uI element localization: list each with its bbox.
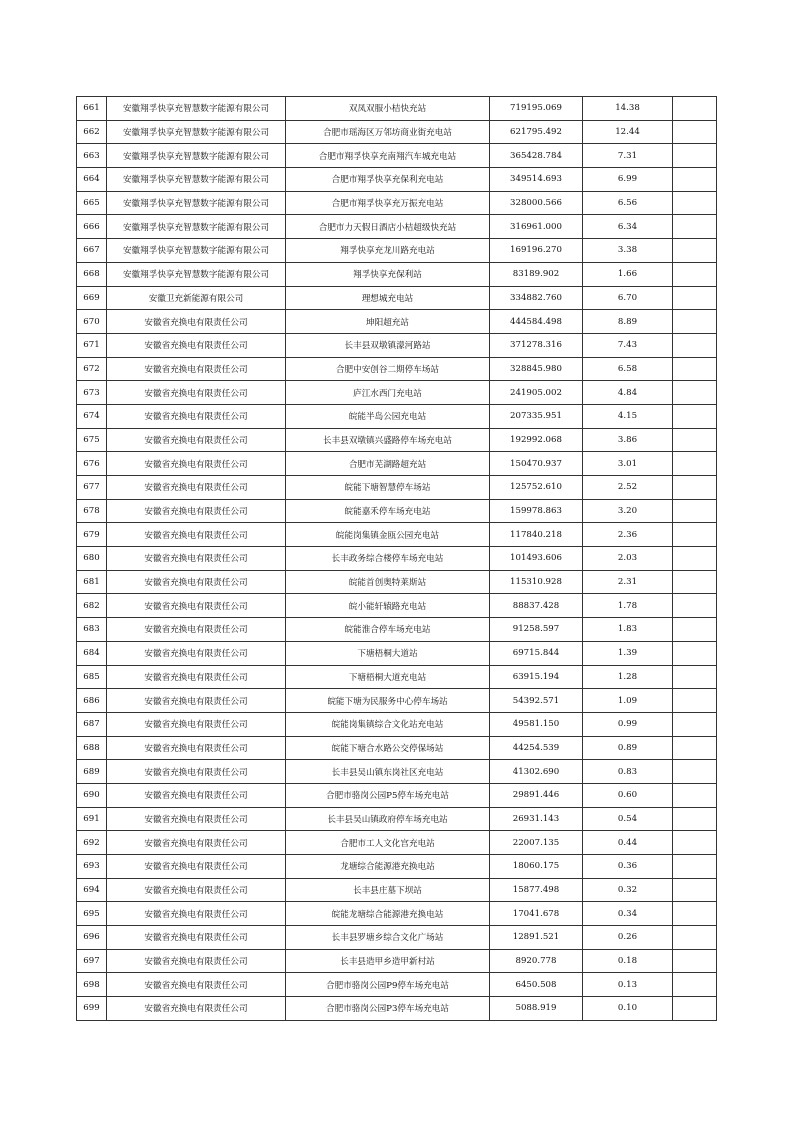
energy-cell: 54392.571: [490, 689, 583, 713]
station-table: [76, 96, 717, 1021]
note-cell: [673, 144, 717, 168]
energy-cell: 334882.760: [490, 286, 583, 310]
table-row: [77, 973, 717, 997]
station-cell: 合肥市骆岗公园P5停车场充电站: [286, 783, 490, 807]
energy-cell: 12891.521: [490, 926, 583, 950]
table-row: [77, 547, 717, 571]
station-cell: 皖能龙塘综合能源港充换电站: [286, 902, 490, 926]
energy-cell: 328845.980: [490, 357, 583, 381]
table-row: [77, 310, 717, 334]
station-cell: 龙塘综合能源港充换电站: [286, 855, 490, 879]
energy-cell: 69715.844: [490, 641, 583, 665]
row-number: 692: [77, 831, 107, 855]
station-cell: 理想城充电站: [286, 286, 490, 310]
station-cell: 下塘梧桐大道充电站: [286, 665, 490, 689]
company-cell: 安徽省充换电有限责任公司: [107, 855, 286, 879]
energy-cell: 101493.606: [490, 547, 583, 571]
table-row: [77, 641, 717, 665]
note-cell: [673, 262, 717, 286]
station-cell: 皖能半岛公园充电站: [286, 404, 490, 428]
row-number: 672: [77, 357, 107, 381]
energy-cell: 241905.002: [490, 381, 583, 405]
note-cell: [673, 120, 717, 144]
row-number: 699: [77, 997, 107, 1021]
energy-cell: 125752.610: [490, 476, 583, 500]
note-cell: [673, 333, 717, 357]
station-cell: 长丰县罗塘乡综合文化广场站: [286, 926, 490, 950]
station-cell: 长丰县庄墓下坝站: [286, 878, 490, 902]
row-number: 682: [77, 594, 107, 618]
table-row: [77, 712, 717, 736]
station-cell: 合肥市瑶海区万邻坊商业街充电站: [286, 120, 490, 144]
row-number: 688: [77, 736, 107, 760]
value-cell: 3.01: [583, 452, 673, 476]
value-cell: 0.99: [583, 712, 673, 736]
energy-cell: 6450.508: [490, 973, 583, 997]
energy-cell: 169196.270: [490, 239, 583, 263]
station-cell: 长丰县造甲乡造甲新村站: [286, 949, 490, 973]
company-cell: 安徽省充换电有限责任公司: [107, 760, 286, 784]
value-cell: 0.89: [583, 736, 673, 760]
value-cell: 1.78: [583, 594, 673, 618]
value-cell: 4.84: [583, 381, 673, 405]
table-row: [77, 476, 717, 500]
table-row: [77, 570, 717, 594]
station-cell: 合肥中安创谷二期停车场站: [286, 357, 490, 381]
company-cell: 安徽翔孚快享充智慧数字能源有限公司: [107, 239, 286, 263]
energy-cell: 207335.951: [490, 404, 583, 428]
table-row: [77, 97, 717, 121]
company-cell: 安徽省充换电有限责任公司: [107, 878, 286, 902]
row-number: 683: [77, 618, 107, 642]
table-row: [77, 831, 717, 855]
company-cell: 安徽省充换电有限责任公司: [107, 570, 286, 594]
station-cell: 下塘梧桐大道站: [286, 641, 490, 665]
company-cell: 安徽翔孚快享充智慧数字能源有限公司: [107, 191, 286, 215]
table-row: [77, 452, 717, 476]
energy-cell: 719195.069: [490, 97, 583, 121]
table-row: [77, 689, 717, 713]
row-number: 696: [77, 926, 107, 950]
note-cell: [673, 239, 717, 263]
note-cell: [673, 926, 717, 950]
note-cell: [673, 215, 717, 239]
note-cell: [673, 973, 717, 997]
row-number: 685: [77, 665, 107, 689]
company-cell: 安徽省充换电有限责任公司: [107, 333, 286, 357]
table-row: [77, 949, 717, 973]
note-cell: [673, 476, 717, 500]
company-cell: 安徽翔孚快享充智慧数字能源有限公司: [107, 144, 286, 168]
table-row: [77, 144, 717, 168]
station-cell: 皖能下塘为民服务中心停车场站: [286, 689, 490, 713]
note-cell: [673, 357, 717, 381]
table-row: [77, 807, 717, 831]
station-cell: 皖能岗集镇金瓯公园充电站: [286, 523, 490, 547]
station-cell: 皖能淮合停车场充电站: [286, 618, 490, 642]
value-cell: 7.31: [583, 144, 673, 168]
station-cell: 皖能下塘合水路公交停保场站: [286, 736, 490, 760]
row-number: 661: [77, 97, 107, 121]
company-cell: 安徽省充换电有限责任公司: [107, 476, 286, 500]
row-number: 687: [77, 712, 107, 736]
row-number: 673: [77, 381, 107, 405]
row-number: 674: [77, 404, 107, 428]
table-row: [77, 357, 717, 381]
company-cell: 安徽省充换电有限责任公司: [107, 831, 286, 855]
note-cell: [673, 689, 717, 713]
value-cell: 3.20: [583, 499, 673, 523]
company-cell: 安徽省充换电有限责任公司: [107, 618, 286, 642]
value-cell: 3.38: [583, 239, 673, 263]
note-cell: [673, 831, 717, 855]
row-number: 663: [77, 144, 107, 168]
value-cell: 0.60: [583, 783, 673, 807]
company-cell: 安徽省充换电有限责任公司: [107, 499, 286, 523]
value-cell: 8.89: [583, 310, 673, 334]
note-cell: [673, 760, 717, 784]
value-cell: 0.26: [583, 926, 673, 950]
station-cell: 皖能首创奥特莱斯站: [286, 570, 490, 594]
station-cell: 长丰县双墩镇兴盛路停车场充电站: [286, 428, 490, 452]
energy-cell: 88837.428: [490, 594, 583, 618]
table-row: [77, 381, 717, 405]
note-cell: [673, 499, 717, 523]
row-number: 664: [77, 168, 107, 192]
station-cell: 合肥市翔孚快享充万振充电站: [286, 191, 490, 215]
table-row: [77, 902, 717, 926]
station-cell: 合肥市骆岗公园P9停车场充电站: [286, 973, 490, 997]
station-cell: 合肥市翔孚快享充南翔汽车城充电站: [286, 144, 490, 168]
company-cell: 安徽省充换电有限责任公司: [107, 428, 286, 452]
note-cell: [673, 641, 717, 665]
company-cell: 安徽省充换电有限责任公司: [107, 452, 286, 476]
note-cell: [673, 547, 717, 571]
energy-cell: 15877.498: [490, 878, 583, 902]
note-cell: [673, 902, 717, 926]
row-number: 675: [77, 428, 107, 452]
note-cell: [673, 878, 717, 902]
note-cell: [673, 191, 717, 215]
energy-cell: 150470.937: [490, 452, 583, 476]
value-cell: 0.54: [583, 807, 673, 831]
station-cell: 皖能岗集镇综合文化站充电站: [286, 712, 490, 736]
energy-cell: 371278.316: [490, 333, 583, 357]
value-cell: 14.38: [583, 97, 673, 121]
energy-cell: 63915.194: [490, 665, 583, 689]
table-row: [77, 404, 717, 428]
value-cell: 2.31: [583, 570, 673, 594]
station-cell: 合肥市芜湖路超充站: [286, 452, 490, 476]
station-cell: 皖小能轩辕路充电站: [286, 594, 490, 618]
company-cell: 安徽省充换电有限责任公司: [107, 926, 286, 950]
row-number: 662: [77, 120, 107, 144]
company-cell: 安徽翔孚快享充智慧数字能源有限公司: [107, 215, 286, 239]
station-cell: 长丰县吴山镇东岗社区充电站: [286, 760, 490, 784]
note-cell: [673, 712, 717, 736]
table-row: [77, 665, 717, 689]
table-row: [77, 878, 717, 902]
company-cell: 安徽省充换电有限责任公司: [107, 381, 286, 405]
table-row: [77, 191, 717, 215]
value-cell: 2.03: [583, 547, 673, 571]
station-cell: 庐江水西门充电站: [286, 381, 490, 405]
table-row: [77, 333, 717, 357]
row-number: 676: [77, 452, 107, 476]
note-cell: [673, 807, 717, 831]
company-cell: 安徽翔孚快享充智慧数字能源有限公司: [107, 262, 286, 286]
table-row: [77, 926, 717, 950]
value-cell: 6.99: [583, 168, 673, 192]
station-cell: 合肥市翔孚快享充保利充电站: [286, 168, 490, 192]
energy-cell: 117840.218: [490, 523, 583, 547]
note-cell: [673, 570, 717, 594]
company-cell: 安徽省充换电有限责任公司: [107, 594, 286, 618]
company-cell: 安徽省充换电有限责任公司: [107, 997, 286, 1021]
company-cell: 安徽翔孚快享充智慧数字能源有限公司: [107, 97, 286, 121]
table-row: [77, 523, 717, 547]
note-cell: [673, 736, 717, 760]
station-cell: 翔孚快享充保利站: [286, 262, 490, 286]
company-cell: 安徽翔孚快享充智慧数字能源有限公司: [107, 120, 286, 144]
row-number: 694: [77, 878, 107, 902]
value-cell: 0.18: [583, 949, 673, 973]
company-cell: 安徽省充换电有限责任公司: [107, 949, 286, 973]
table-row: [77, 262, 717, 286]
energy-cell: 91258.597: [490, 618, 583, 642]
energy-cell: 41302.690: [490, 760, 583, 784]
energy-cell: 115310.928: [490, 570, 583, 594]
value-cell: 0.36: [583, 855, 673, 879]
table-row: [77, 855, 717, 879]
value-cell: 1.09: [583, 689, 673, 713]
energy-cell: 328000.566: [490, 191, 583, 215]
note-cell: [673, 665, 717, 689]
energy-cell: 349514.693: [490, 168, 583, 192]
station-cell: 翔孚快享充龙川路充电站: [286, 239, 490, 263]
station-cell: 皖能嘉禾停车场充电站: [286, 499, 490, 523]
company-cell: 安徽省充换电有限责任公司: [107, 357, 286, 381]
energy-cell: 316961.000: [490, 215, 583, 239]
table-row: [77, 215, 717, 239]
company-cell: 安徽省充换电有限责任公司: [107, 310, 286, 334]
company-cell: 安徽省充换电有限责任公司: [107, 641, 286, 665]
company-cell: 安徽省充换电有限责任公司: [107, 404, 286, 428]
value-cell: 2.52: [583, 476, 673, 500]
station-cell: 双凤双服小桔快充站: [286, 97, 490, 121]
note-cell: [673, 97, 717, 121]
table-row: [77, 168, 717, 192]
value-cell: 0.13: [583, 973, 673, 997]
note-cell: [673, 404, 717, 428]
table-row: [77, 736, 717, 760]
note-cell: [673, 310, 717, 334]
note-cell: [673, 381, 717, 405]
row-number: 697: [77, 949, 107, 973]
energy-cell: 22007.135: [490, 831, 583, 855]
energy-cell: 621795.492: [490, 120, 583, 144]
value-cell: 1.83: [583, 618, 673, 642]
company-cell: 安徽省充换电有限责任公司: [107, 689, 286, 713]
value-cell: 6.56: [583, 191, 673, 215]
row-number: 684: [77, 641, 107, 665]
company-cell: 安徽省充换电有限责任公司: [107, 807, 286, 831]
note-cell: [673, 452, 717, 476]
energy-cell: 365428.784: [490, 144, 583, 168]
table-row: [77, 428, 717, 452]
row-number: 677: [77, 476, 107, 500]
table-row: [77, 618, 717, 642]
energy-cell: 5088.919: [490, 997, 583, 1021]
energy-cell: 159978.863: [490, 499, 583, 523]
energy-cell: 44254.539: [490, 736, 583, 760]
value-cell: 0.83: [583, 760, 673, 784]
row-number: 689: [77, 760, 107, 784]
station-cell: 长丰政务综合楼停车场充电站: [286, 547, 490, 571]
energy-cell: 17041.678: [490, 902, 583, 926]
table-row: [77, 760, 717, 784]
station-cell: 长丰县吴山镇政府停车场充电站: [286, 807, 490, 831]
value-cell: 0.34: [583, 902, 673, 926]
company-cell: 安徽翔孚快享充智慧数字能源有限公司: [107, 168, 286, 192]
energy-cell: 26931.143: [490, 807, 583, 831]
company-cell: 安徽省充换电有限责任公司: [107, 783, 286, 807]
table-row: [77, 997, 717, 1021]
energy-cell: 18060.175: [490, 855, 583, 879]
note-cell: [673, 168, 717, 192]
company-cell: 安徽省充换电有限责任公司: [107, 547, 286, 571]
row-number: 679: [77, 523, 107, 547]
energy-cell: 83189.902: [490, 262, 583, 286]
note-cell: [673, 949, 717, 973]
station-cell: 皖能下塘智慧停车场站: [286, 476, 490, 500]
table-row: [77, 783, 717, 807]
energy-cell: 29891.446: [490, 783, 583, 807]
row-number: 678: [77, 499, 107, 523]
value-cell: 0.10: [583, 997, 673, 1021]
table-row: [77, 239, 717, 263]
table-row: [77, 286, 717, 310]
value-cell: 6.34: [583, 215, 673, 239]
note-cell: [673, 855, 717, 879]
row-number: 690: [77, 783, 107, 807]
note-cell: [673, 997, 717, 1021]
row-number: 670: [77, 310, 107, 334]
note-cell: [673, 523, 717, 547]
station-cell: 合肥市骆岗公园P3停车场充电站: [286, 997, 490, 1021]
company-cell: 安徽卫充新能源有限公司: [107, 286, 286, 310]
energy-cell: 192992.068: [490, 428, 583, 452]
value-cell: 7.43: [583, 333, 673, 357]
energy-cell: 444584.498: [490, 310, 583, 334]
table-row: [77, 499, 717, 523]
note-cell: [673, 286, 717, 310]
station-cell: 合肥市工人文化宫充电站: [286, 831, 490, 855]
company-cell: 安徽省充换电有限责任公司: [107, 712, 286, 736]
row-number: 693: [77, 855, 107, 879]
company-cell: 安徽省充换电有限责任公司: [107, 665, 286, 689]
row-number: 668: [77, 262, 107, 286]
energy-cell: 8920.778: [490, 949, 583, 973]
value-cell: 4.15: [583, 404, 673, 428]
value-cell: 0.44: [583, 831, 673, 855]
value-cell: 1.39: [583, 641, 673, 665]
value-cell: 3.86: [583, 428, 673, 452]
table-row: [77, 594, 717, 618]
energy-cell: 49581.150: [490, 712, 583, 736]
station-cell: 长丰县双墩镇濛河路站: [286, 333, 490, 357]
row-number: 686: [77, 689, 107, 713]
station-cell: 坤阳超充站: [286, 310, 490, 334]
row-number: 666: [77, 215, 107, 239]
row-number: 681: [77, 570, 107, 594]
station-cell: 合肥市力天假日酒店小桔超级快充站: [286, 215, 490, 239]
row-number: 698: [77, 973, 107, 997]
row-number: 691: [77, 807, 107, 831]
row-number: 695: [77, 902, 107, 926]
row-number: 671: [77, 333, 107, 357]
table-row: [77, 120, 717, 144]
note-cell: [673, 428, 717, 452]
note-cell: [673, 783, 717, 807]
row-number: 680: [77, 547, 107, 571]
company-cell: 安徽省充换电有限责任公司: [107, 523, 286, 547]
company-cell: 安徽省充换电有限责任公司: [107, 736, 286, 760]
value-cell: 1.28: [583, 665, 673, 689]
row-number: 665: [77, 191, 107, 215]
row-number: 669: [77, 286, 107, 310]
value-cell: 2.36: [583, 523, 673, 547]
note-cell: [673, 618, 717, 642]
company-cell: 安徽省充换电有限责任公司: [107, 902, 286, 926]
value-cell: 6.58: [583, 357, 673, 381]
note-cell: [673, 594, 717, 618]
value-cell: 12.44: [583, 120, 673, 144]
company-cell: 安徽省充换电有限责任公司: [107, 973, 286, 997]
value-cell: 0.32: [583, 878, 673, 902]
row-number: 667: [77, 239, 107, 263]
value-cell: 6.70: [583, 286, 673, 310]
value-cell: 1.66: [583, 262, 673, 286]
